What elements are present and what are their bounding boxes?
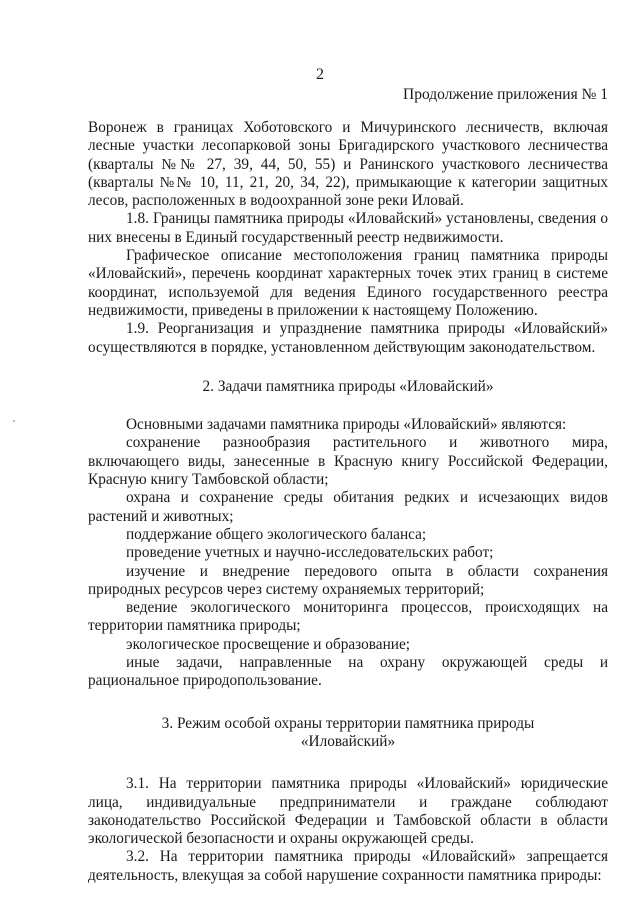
- continuation-note: Продолжение приложения № 1: [403, 86, 608, 103]
- paragraph-graphic-description: Графическое описание местоположения границ памятника природы «Иловайский», перечень координат характерных точек этих границ в системе координат, используемой для ведения Единого государственного реестра недвижимости, приведены в приложении к настоящему Положению.: [88, 247, 608, 319]
- section-3-heading-line2: «Иловайский»: [300, 732, 396, 750]
- list-item: поддержание общего экологического баланса;: [126, 525, 427, 543]
- paragraph-3-1: 3.1. На территории памятника природы «Иловайский» юридические лица, индивидуальные предприниматели и граждане соблюдают законодательство Российской Федерации и Тамбовской области в области экологической безопасности и охраны окружающей среды.: [88, 775, 608, 848]
- list-item: сохранение разнообразия растительного и животного мира, включающего виды, занесенные в Красную книгу Российской Федерации, Красную книгу Тамбовской области;: [88, 434, 608, 489]
- scan-mark: [13, 420, 15, 422]
- page-number: 2: [316, 66, 324, 83]
- list-item: ведение экологического мониторинга процессов, происходящих на территории памятника природы;: [88, 599, 608, 635]
- list-item: изучение и внедрение передового опыта в области сохранения природных ресурсов через систему охраняемых территорий;: [88, 562, 608, 598]
- paragraph-1-8: 1.8. Границы памятника природы «Иловайский» установлены, сведения о них внесены в Единый государственный реестр недвижимости.: [88, 210, 608, 246]
- section-3-heading-line1: 3. Режим особой охраны территории памятника природы: [161, 714, 535, 732]
- list-item: экологическое просвещение и образование;: [126, 635, 411, 653]
- document-body: [88, 119, 608, 885]
- list-item: проведение учетных и научно-исследовательских работ;: [126, 544, 494, 562]
- paragraph-1-9: 1.9. Реорганизация и упразднение памятника природы «Иловайский» осуществляются в порядке, установленном действующим законодательством.: [88, 320, 608, 356]
- list-item: иные задачи, направленные на охрану окружающей среды и рациональное природопользование.: [88, 654, 608, 690]
- section-2-heading: 2. Задачи памятника природы «Иловайский»: [202, 377, 494, 395]
- section-2-intro: Основными задачами памятника природы «Иловайский» являются:: [126, 416, 567, 434]
- list-item: охрана и сохранение среды обитания редких и исчезающих видов растений и животных;: [88, 489, 608, 525]
- paragraph-intro: Воронеж в границах Хоботовского и Мичуринского лесничеств, включая лесные участки лесопарковой зоны Бригадирского участкового лесничества (кварталы №№ 27, 39, 44, 50, 55) и Ранинского участкового лесничества (кварталы №№ 10, 11, 21, 20, 34, 22), примыкающие к категории защитных лесов, расположенных в водоохранной зоне реки Иловай.: [88, 119, 608, 210]
- paragraph-3-2: 3.2. На территории памятника природы «Иловайский» запрещается деятельность, влекущая за собой нарушение сохранности памятника природы:: [88, 848, 608, 884]
